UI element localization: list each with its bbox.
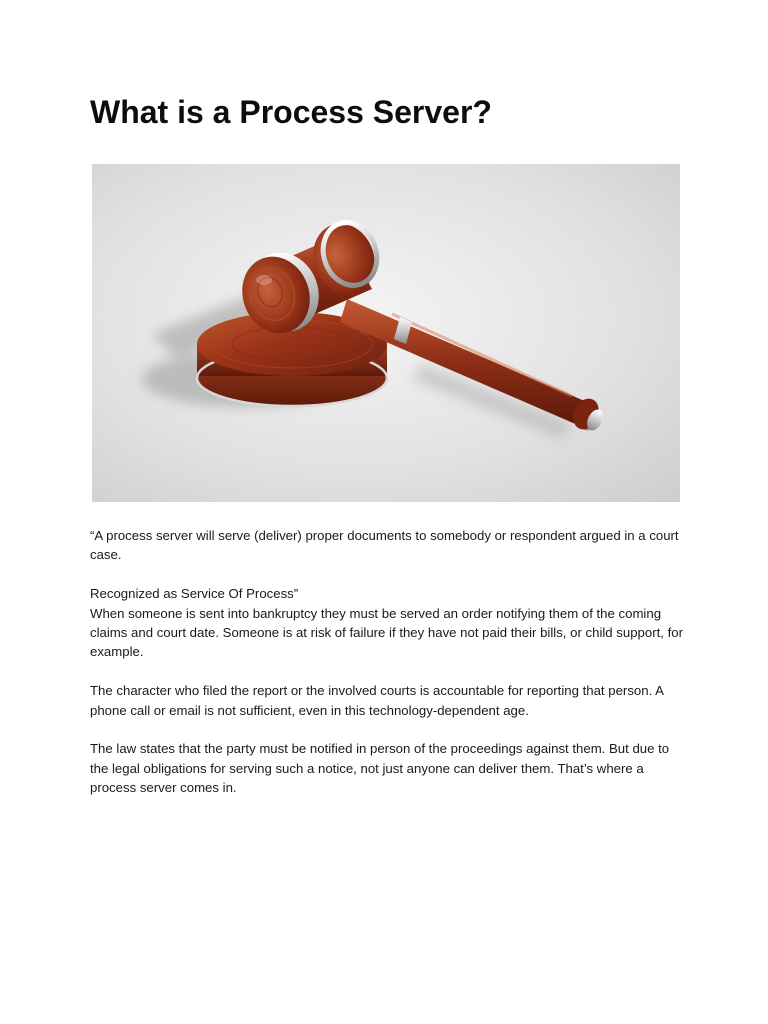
gavel-photo	[92, 164, 680, 502]
article-body	[90, 526, 690, 817]
paragraph-law: The law states that the party must be notified in person of the proceedings against them. But due to the legal obligations for serving such a notice, not just anyone can deliver them. That’s where a process server comes in.	[90, 741, 670, 796]
page-title: What is a Process Server?	[90, 94, 492, 130]
paragraph-service-of-process: Recognized as Service Of Process”	[90, 586, 299, 602]
paragraph-intro: “A process server will serve (deliver) proper documents to somebody or respondent argued in a court case.	[90, 528, 679, 563]
paragraph-accountability: The character who filed the report or the involved courts is accountable for reporting that person. A phone call or email is not sufficient, even in this technology-dependent age.	[90, 683, 664, 718]
paragraph-bankruptcy: When someone is sent into bankruptcy they must be served an order notifying them of the coming claims and court date. Someone is at risk of failure if they have not paid their bills, or child support, for example.	[90, 605, 683, 660]
gavel-icon	[92, 164, 680, 502]
